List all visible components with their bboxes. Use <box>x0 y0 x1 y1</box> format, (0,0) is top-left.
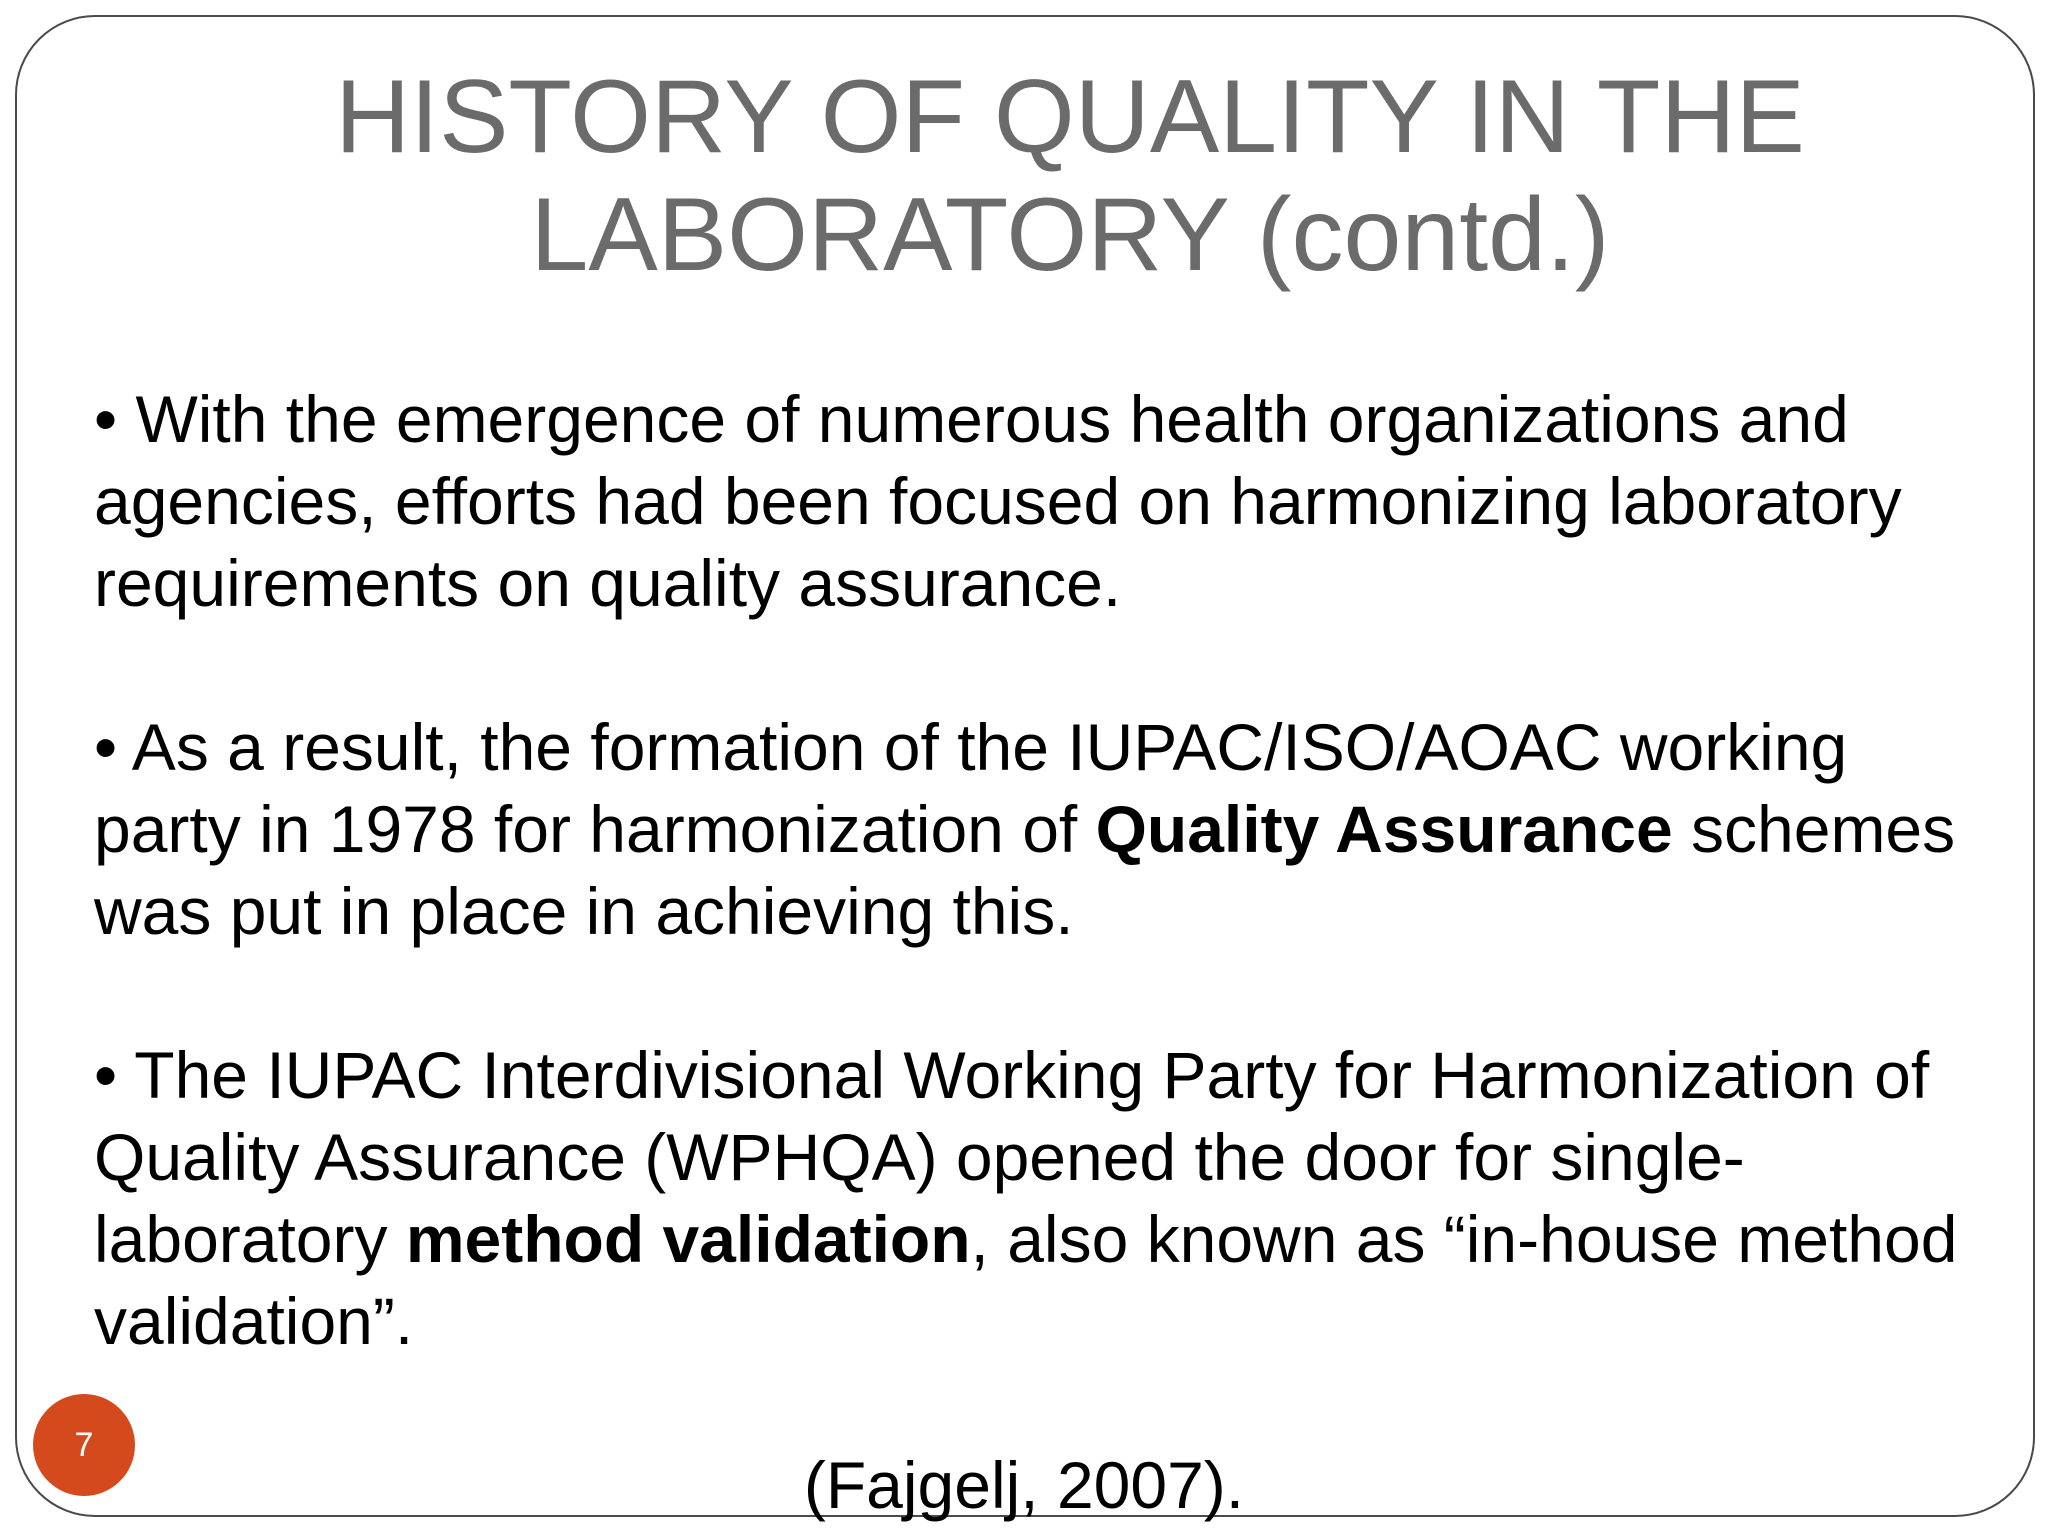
bullet-3-bold-text: method validation <box>405 1202 971 1276</box>
bullet-1 <box>94 378 1974 624</box>
bullet-2-bold-text: Quality Assurance <box>1095 792 1673 866</box>
slide-body <box>94 378 1974 1444</box>
slide-title <box>260 58 1880 294</box>
bullet-2-text-post: schemes was put in place in achieving this. <box>94 792 1956 948</box>
bullet-3-text-post: , also known as “in-house method validation”. <box>94 1202 1958 1358</box>
bullet-2 <box>94 706 1974 952</box>
citation: (Fajgelj, 2007). <box>803 1448 1245 1522</box>
bullet-2-text-pre: • As a result, the formation of the IUPAC/ISO/AOAC working party in 1978 for harmonization of <box>94 710 1848 866</box>
slide-number-badge: 7 <box>33 1394 135 1496</box>
bullet-3 <box>94 1034 1974 1362</box>
title-line-2: LABORATORY (contd.) <box>530 177 1610 293</box>
bullet-3-text-pre: • The IUPAC Interdivisional Working Party for Harmonization of Quality Assurance (WPHQA) opened the door for single-laboratory <box>94 1038 1930 1276</box>
title-line-1: HISTORY OF QUALITY IN THE <box>335 59 1805 175</box>
bullet-1-text: • With the emergence of numerous health organizations and agencies, efforts had been focused on harmonizing laboratory requirements on quality assurance. <box>94 382 1902 620</box>
